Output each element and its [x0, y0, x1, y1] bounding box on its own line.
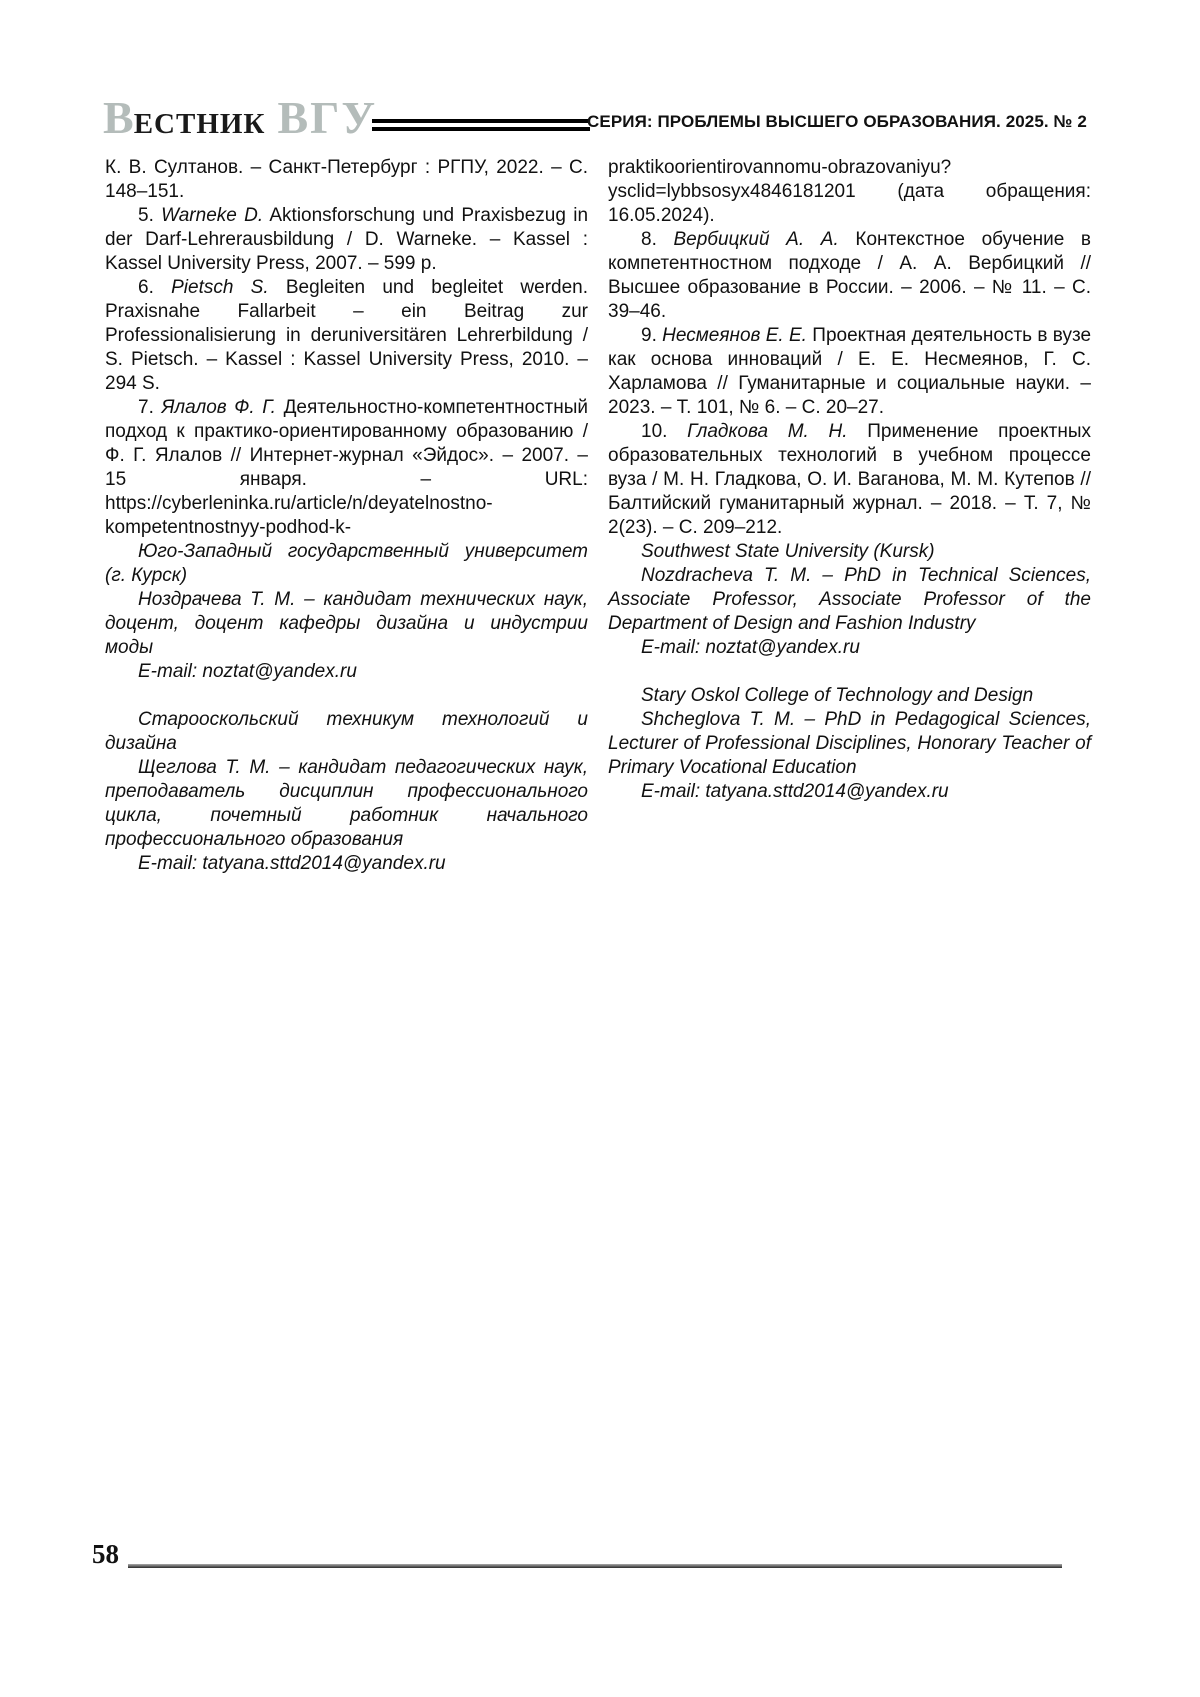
logo-university-acronym: ВГУ [277, 92, 378, 143]
affiliation-org: Stary Oskol College of Technology and Design [641, 685, 1034, 706]
page-number: 58 [92, 1539, 119, 1569]
affiliation-org: Старооскольский техникум технологий и дизайна [105, 709, 588, 754]
affiliation-email: E-mail: tatyana.sttd2014@yandex.ru [641, 781, 949, 802]
author-name: Вербицкий А. А. [673, 229, 839, 250]
reference-text: Aktionsforschung und Praxisbezug in der Darf-Lehrerausbildung / D. Warneke. – Kassel : Kassel University Press, 2007. – 599 p. [105, 205, 589, 274]
reference-number: 6. [138, 277, 172, 298]
reference-text: praktikoorientirovannomu-obrazovaniyu?ysclid=lybbsosyx4846181201 (дата обращения: 16.05.2024). [608, 157, 1091, 226]
reference-item [608, 324, 1091, 420]
affiliation-block [105, 540, 588, 684]
reference-number: 8. [641, 229, 674, 250]
header-double-rule [372, 119, 590, 131]
affiliations-section [105, 540, 1091, 876]
affiliation-block [608, 684, 1091, 804]
reference-item [608, 420, 1091, 540]
reference-item [105, 156, 588, 204]
references-column-right [608, 156, 1091, 540]
author-name: Warneke D. [161, 205, 264, 226]
reference-item [105, 276, 588, 396]
affiliation-person: Shcheglova T. M. – PhD in Pedagogical Sciences, Lecturer of Professional Disciplines, Honorary Teacher of Primary Vocational Education [608, 709, 1091, 778]
affiliation-block [608, 540, 1091, 660]
affiliation-org: Southwest State University (Kursk) [641, 541, 935, 562]
reference-number: 7. [138, 397, 162, 418]
author-name: Несмеянов Е. Е. [662, 325, 807, 346]
author-name: Pietsch S. [171, 277, 269, 298]
logo-initial-letter: В [103, 92, 134, 143]
affiliation-person: Щеглова Т. М. – кандидат педагогических наук, преподаватель дисциплин профессионального цикла, почетный работник начального профессионального образования [105, 757, 588, 850]
affiliation-email: E-mail: tatyana.sttd2014@yandex.ru [138, 853, 446, 874]
reference-text: К. В. Султанов. – Санкт-Петербург : РГПУ, 2022. – С. 148–151. [105, 157, 588, 202]
reference-text: Контекстное обучение в компетентностном подходе / А. А. Вербицкий // Высшее образование в России. – 2006. – № 11. – С. 39–46. [608, 229, 1092, 322]
affiliation-email: E-mail: noztat@yandex.ru [641, 637, 860, 658]
affiliation-person: Nozdracheva T. M. – PhD in Technical Sciences, Associate Professor, Associate Professor of the Department of Design and Fashion Industry [608, 565, 1091, 634]
reference-text: Begleiten und begleitet werden. Praxisnahe Fallarbeit – ein Beitrag zur Professionalisierung in deruniversitären Lehrerbildung / S. Pietsch. – Kassel : Kassel University Press, 2010. – 294 S. [105, 277, 588, 394]
references-section [105, 156, 1091, 540]
reference-item [608, 156, 1091, 228]
affiliations-column-russian [105, 540, 588, 876]
reference-number: 9. [641, 325, 663, 346]
logo-word-rest: ЕСТНИК [133, 108, 266, 140]
author-name: Ялалов Ф. Г. [161, 397, 276, 418]
reference-text: Проектная деятельность в вузе как основа инноваций / Е. Е. Несмеянов, Г. С. Харламова // Гуманитарные и социальные науки. – 2023. – Т. 101, № 6. – С. 20–27. [608, 325, 1092, 418]
affiliation-email: E-mail: noztat@yandex.ru [138, 661, 357, 682]
references-column-left [105, 156, 588, 540]
author-name: Гладкова М. Н. [687, 421, 848, 442]
reference-item [105, 396, 588, 540]
series-title: СЕРИЯ: ПРОБЛЕМЫ ВЫСШЕГО ОБРАЗОВАНИЯ. 2025. № 2 [587, 112, 1087, 131]
affiliations-column-english [608, 540, 1091, 876]
reference-text: Применение проектных образовательных технологий в учебном процессе вуза / М. Н. Гладкова, О. И. Ваганова, М. М. Кутепов // Балтийский гуманитарный журнал. – 2018. – Т. 7, № 2(23). – С. 209–212. [608, 421, 1091, 538]
reference-text: Деятельностно-компетентностный подход к практико-ориентированному образованию / Ф. Г. Ялалов // Интернет-журнал «Эйдос». – 2007. – 15 января. – URL: https://cyberleninka.ru/article/n/deyatelnostno-kompetentnostnyy-podhod-k- [105, 397, 589, 538]
affiliation-org: Юго-Западный государственный университет (г. Курск) [105, 541, 588, 586]
reference-number: 5. [138, 205, 162, 226]
journal-logo [103, 92, 378, 143]
reference-number: 10. [641, 421, 688, 442]
affiliation-block [105, 708, 588, 876]
reference-item [608, 228, 1091, 324]
affiliation-person: Ноздрачева Т. М. – кандидат технических наук, доцент, доцент кафедры дизайна и индустрии моды [105, 589, 588, 658]
footer-rule [128, 1564, 1062, 1568]
reference-item [105, 204, 588, 276]
